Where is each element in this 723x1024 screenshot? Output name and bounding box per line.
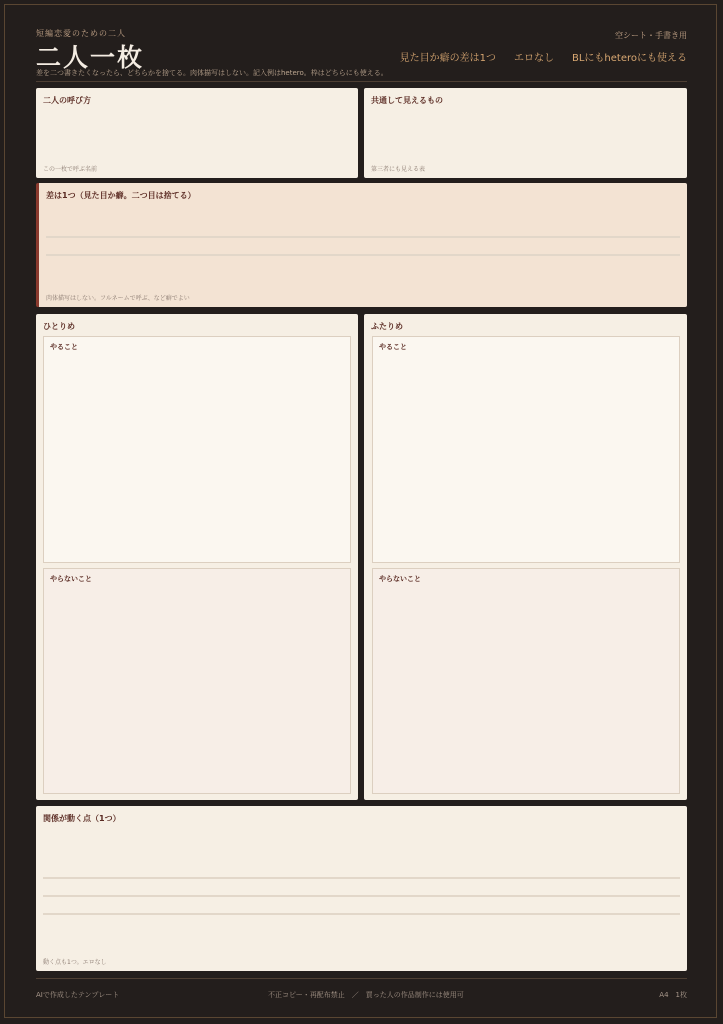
shared-card[interactable] (364, 88, 687, 178)
turning-point-card[interactable] (36, 806, 687, 971)
turning-point-title: 関係が動く点（1つ） (43, 814, 121, 823)
first-dont-label: やらないこと (50, 575, 92, 583)
header-divider (36, 81, 687, 82)
names-title: 二人の呼び方 (43, 96, 91, 105)
page-title: 二人一枚 (36, 43, 145, 72)
first-dont-box[interactable] (43, 568, 351, 794)
first-person-title: ひとりめ (43, 322, 75, 331)
footer-license: 不正コピー・再配布禁止 ／ 買った人の作品制作には使用可 (268, 991, 464, 999)
shared-title: 共通して見えるもの (371, 96, 443, 105)
tag-list (400, 49, 687, 64)
first-do-box[interactable] (43, 336, 351, 563)
write-line (43, 913, 680, 915)
names-card[interactable] (36, 88, 358, 178)
second-dont-label: やらないこと (379, 575, 421, 583)
write-line (43, 877, 680, 879)
footer-divider (36, 978, 687, 979)
tag-item: BLにもheteroにも使える (571, 53, 687, 64)
second-do-box[interactable] (372, 336, 680, 563)
write-line (43, 895, 680, 897)
second-do-label: やること (379, 343, 407, 351)
names-note: この一枚で呼ぶ名前 (43, 166, 98, 173)
first-person-card (36, 314, 358, 800)
description: 差を二つ書きたくなったら、どちらかを捨てる。肉体描写はしない。記入例はhetero。枠はどちらにも使える。 (36, 69, 388, 77)
tag-item: 見た目か癖の差は1つ (399, 53, 496, 64)
write-line (46, 236, 680, 238)
subtitle: 短編恋愛のための二人 (36, 29, 126, 38)
second-dont-box[interactable] (372, 568, 680, 794)
tag-item: エロなし (513, 53, 554, 64)
first-do-label: やること (50, 343, 78, 351)
difference-title: 差は1つ（見た目か癖。二つ目は捨てる） (46, 191, 196, 200)
difference-note: 肉体描写はしない。フルネームで呼ぶ、など癖でよい (46, 295, 190, 302)
footer-format: A4 1枚 (659, 991, 687, 999)
difference-card[interactable] (36, 183, 687, 307)
turning-point-note: 動く点も1つ。エロなし (43, 959, 107, 966)
footer-credit: AIで作成したテンプレート (36, 991, 120, 999)
shared-note: 第三者にも見える表 (371, 166, 426, 173)
sheet-type: 空シート・手書き用 (615, 31, 687, 40)
write-line (46, 254, 680, 256)
second-person-card (364, 314, 687, 800)
second-person-title: ふたりめ (371, 322, 403, 331)
